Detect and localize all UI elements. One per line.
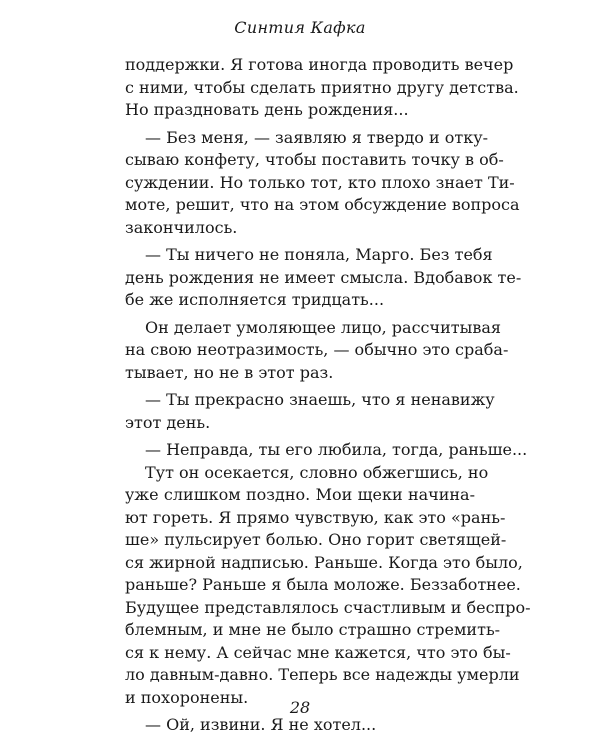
text-line: сываю конфету, чтобы поставить точку в об-: [125, 150, 504, 169]
text-line: ся жирной надписью. Раньше. Когда это было,: [125, 552, 523, 572]
text-line: Тут он осекается, словно обжегшись, но: [145, 462, 489, 482]
text-line: поддержки. Я готова иногда проводить вечер: [125, 55, 514, 74]
text-line: ло давным-давно. Теперь все надежды умерли: [125, 665, 520, 684]
text-line: и похоронены.: [125, 687, 249, 707]
text-line: Он делает умоляющее лицо, рассчитывая: [145, 317, 501, 337]
text-line: уже слишком поздно. Мои щеки начина-: [125, 485, 475, 504]
text-line: блемным, и мне не было страшно стремить-: [125, 620, 501, 639]
text-line: — Неправда, ты его любила, тогда, раньше...: [145, 440, 528, 459]
text-line: с ними, чтобы сделать приятно другу детства.: [125, 77, 519, 97]
text-line: ся к нему. А сейчас мне кажется, что это бы-: [125, 642, 511, 662]
text-line: — Ты ничего не поняла, Марго. Без тебя: [145, 245, 493, 264]
text-line: раньше? Раньше я была моложе. Беззаботнее.: [125, 575, 521, 594]
text-line: закончилось.: [125, 217, 238, 237]
text-line: — Ты прекрасно знаешь, что я ненавижу: [145, 390, 495, 409]
text-line: этот день.: [125, 412, 211, 432]
text-line: ше» пульсирует болью. Оно горит светящей-: [125, 530, 507, 549]
text-line: — Ой, извини. Я не хотел...: [145, 715, 377, 734]
text-line: день рождения не имеет смысла. Вдобавок те-: [125, 267, 522, 287]
text-line: тывает, но не в этот раз.: [125, 362, 334, 382]
text-line: на свою неотразимость, — обычно это сраба-: [125, 340, 509, 359]
text-line: моте, решит, что на этом обсуждение вопроса: [125, 195, 520, 214]
body-text: [125, 54, 531, 737]
text-line: — Без меня, — заявляю я твердо и отку-: [145, 127, 489, 147]
text-line: Но праздновать день рождения...: [125, 100, 409, 119]
running-head-title: Синтия Кафка: [234, 18, 366, 37]
text-line: бе же исполняется тридцать...: [125, 290, 385, 309]
text-line: суждении. Но только тот, кто плохо знает Ти-: [125, 172, 515, 192]
text-line: ют гореть. Я прямо чувствую, как это «рань-: [125, 507, 506, 527]
page-number: 28: [289, 698, 311, 717]
text-line: Будущее представлялось счастливым и беспро-: [125, 597, 531, 617]
